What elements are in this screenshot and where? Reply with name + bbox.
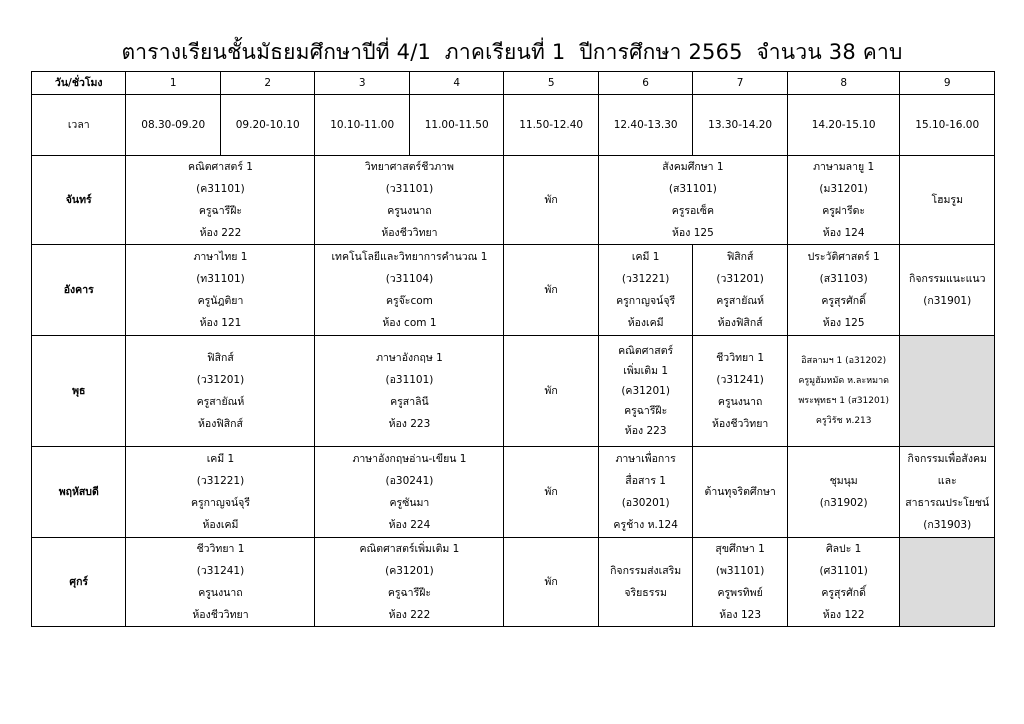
- class-cell: [315, 336, 504, 447]
- cell-line: วิทยาศาสตร์ชีวภาพ: [364, 161, 454, 173]
- class-cell: [900, 156, 995, 245]
- cell-line: (ก31901): [923, 295, 972, 307]
- cell-line: (ม31201): [819, 183, 868, 195]
- cell-line: ครูนัฎติยา: [197, 295, 244, 307]
- class-cell: [126, 156, 315, 245]
- cell-line: ห้อง 224: [388, 519, 431, 531]
- class-cell: [315, 447, 504, 538]
- cell-line: พระพุทธฯ 1 (ส31201): [798, 396, 889, 406]
- cell-line: กิจกรรมเพื่อสังคม: [907, 453, 987, 465]
- cell-line: ครูฉารีฝีะ: [624, 405, 668, 417]
- day-row-thu: [32, 447, 995, 538]
- cell-line: ชีววิทยา 1: [196, 543, 245, 555]
- cell-line: ห้องเคมี: [202, 519, 239, 531]
- cell-line: สุขศึกษา 1: [715, 543, 765, 555]
- class-cell: [693, 538, 787, 627]
- cell-line: ภาษาอังกฤษ 1: [376, 352, 443, 364]
- cell-line: ครูกาญจน์จุรี: [190, 497, 250, 509]
- period-header: 6: [598, 72, 692, 95]
- class-cell: [598, 336, 692, 447]
- class-cell: [787, 336, 900, 447]
- cell-line: (อ31101): [385, 374, 434, 386]
- cell-line: เคมี 1: [206, 453, 235, 465]
- class-cell: [598, 156, 787, 245]
- time-cell: 10.10-11.00: [315, 95, 409, 156]
- cell-line: (ค31201): [621, 385, 670, 397]
- cell-line: (ค31101): [196, 183, 245, 195]
- cell-line: ครูพรทิพย์: [717, 587, 763, 599]
- cell-line: ห้อง 125: [672, 227, 714, 239]
- class-cell: [900, 447, 995, 538]
- cell-line: ศิลปะ 1: [825, 543, 862, 555]
- day-row-wed: [32, 336, 995, 447]
- cell-line: ภาษาอังกฤษอ่าน-เขียน 1: [352, 453, 467, 465]
- period-header: 5: [504, 72, 598, 95]
- class-cell: [126, 245, 315, 336]
- class-cell: [126, 336, 315, 447]
- time-cell: 13.30-14.20: [693, 95, 787, 156]
- cell-line: (ว31221): [621, 273, 670, 285]
- cell-line: ครูสาลินี: [390, 396, 429, 408]
- day-label: พฤหัสบดี: [32, 447, 126, 538]
- cell-line: ครูมูฮัมหมัด ห.ละหมาด: [798, 376, 890, 386]
- cell-line: ห้อง 123: [719, 609, 761, 621]
- break-cell: พัก: [504, 538, 598, 627]
- cell-line: (ศ31101): [819, 565, 868, 577]
- class-cell: [787, 447, 900, 538]
- break-cell: พัก: [504, 447, 598, 538]
- cell-line: โฮมรูม: [931, 194, 963, 206]
- day-label: พุธ: [32, 336, 126, 447]
- time-cell: 12.40-13.30: [598, 95, 692, 156]
- cell-line: ห้องชีววิทยา: [712, 418, 769, 430]
- cell-line: (ว31201): [196, 374, 245, 386]
- cell-line: ห้อง 223: [388, 418, 431, 430]
- cell-line: (ว31101): [385, 183, 434, 195]
- cell-line: ครูนงนาถ: [717, 396, 763, 408]
- cell-line: ครูสุรศักดิ์: [821, 295, 866, 307]
- cell-line: ครูจ๊ะcom: [385, 295, 433, 307]
- break-cell: พัก: [504, 245, 598, 336]
- page-title: ตารางเรียนชั้นมัธยมศึกษาปีที่ 4/1 ภาคเรียนที่ 1 ปีการศึกษา 2565 จำนวน 38 คาบ: [121, 40, 903, 64]
- cell-line: สาธารณประโยชน์: [905, 497, 990, 509]
- class-cell: [787, 156, 900, 245]
- cell-line: ครูสายัณห์: [716, 295, 765, 307]
- day-label: อังคาร: [32, 245, 126, 336]
- class-cell: [693, 336, 787, 447]
- day-label: จันทร์: [32, 156, 126, 245]
- class-cell: [126, 538, 315, 627]
- cell-line: ห้องชีววิทยา: [381, 227, 438, 239]
- class-cell: [900, 245, 995, 336]
- cell-line: ครูวิรัช ห.213: [815, 416, 872, 426]
- cell-line: ฟิสิกส์: [726, 251, 754, 263]
- cell-line: ชุมนุม: [829, 475, 858, 487]
- class-cell: [693, 447, 787, 538]
- cell-line: ครูสุรศักดิ์: [821, 587, 866, 599]
- empty-cell: [900, 538, 995, 627]
- cell-line: ครูนงนาถ: [387, 205, 432, 217]
- cell-line: (ว31241): [716, 374, 764, 386]
- cell-line: ครูกาญจน์จุรี: [616, 295, 676, 307]
- time-cell: 11.00-11.50: [409, 95, 503, 156]
- class-cell: [787, 538, 900, 627]
- cell-line: ภาษาไทย 1: [193, 251, 248, 263]
- cell-line: จริยธรรม: [624, 587, 667, 599]
- cell-line: ครูช้าง ห.124: [613, 519, 678, 531]
- break-cell: พัก: [504, 156, 598, 245]
- day-row-mon: [32, 156, 995, 245]
- day-row-tue: [32, 245, 995, 336]
- cell-line: เคมี 1: [631, 251, 660, 263]
- cell-line: คณิตศาสตร์เพิ่มเติม 1: [359, 543, 460, 555]
- cell-line: ห้อง com 1: [382, 317, 437, 329]
- day-row-fri: [32, 538, 995, 627]
- cell-line: ประวัติศาสตร์ 1: [807, 251, 880, 263]
- period-header: 7: [693, 72, 787, 95]
- cell-line: ห้อง 125: [822, 317, 865, 329]
- corner-cell: วัน/ชั่วโมง: [32, 72, 126, 95]
- cell-line: ห้อง 222: [388, 609, 431, 621]
- time-cell: 08.30-09.20: [126, 95, 220, 156]
- cell-line: (ว31201): [716, 273, 764, 285]
- header-row: [32, 72, 995, 95]
- cell-line: ห้อง 124: [822, 227, 865, 239]
- cell-line: คณิตศาสตร์ 1: [187, 161, 253, 173]
- cell-line: (ว31104): [385, 273, 434, 285]
- cell-line: ครูซันมา: [389, 497, 430, 509]
- cell-line: เพิ่มเติม 1: [623, 365, 669, 377]
- class-cell: [598, 538, 692, 627]
- cell-line: (ส31103): [819, 273, 868, 285]
- cell-line: (ท31101): [196, 273, 245, 285]
- cell-line: (อ30201): [621, 497, 670, 509]
- cell-line: (ว31241): [196, 565, 245, 577]
- class-cell: [315, 538, 504, 627]
- cell-line: ห้อง 122: [822, 609, 865, 621]
- cell-line: สังคมศึกษา 1: [662, 161, 724, 173]
- cell-line: อิสลามฯ 1 (อ31202): [801, 356, 887, 366]
- empty-cell: [900, 336, 995, 447]
- cell-line: ห้อง 121: [199, 317, 242, 329]
- cell-line: ภาษาเพื่อการ: [615, 453, 676, 465]
- cell-line: (ค31201): [385, 565, 434, 577]
- cell-line: ครูนงนาถ: [198, 587, 243, 599]
- cell-line: ชีววิทยา 1: [716, 352, 765, 364]
- cell-line: คณิตศาสตร์: [618, 345, 674, 357]
- class-cell: [787, 245, 900, 336]
- cell-line: ห้องชีววิทยา: [192, 609, 249, 621]
- class-cell: [315, 245, 504, 336]
- cell-line: ครูรอเซ็ค: [671, 205, 715, 217]
- period-header: 4: [409, 72, 503, 95]
- cell-line: ห้องฟิสิกส์: [197, 418, 243, 430]
- time-cell: 09.20-10.10: [220, 95, 314, 156]
- cell-line: (ก31902): [819, 497, 868, 509]
- cell-line: สื่อสาร 1: [625, 475, 666, 487]
- cell-line: (อ30241): [385, 475, 434, 487]
- cell-line: ห้องเคมี: [627, 317, 664, 329]
- cell-line: เทคโนโลยีและวิทยาการคำนวณ 1: [331, 251, 488, 263]
- break-cell: พัก: [504, 336, 598, 447]
- cell-line: ครูฝารีดะ: [822, 205, 866, 217]
- period-header: 1: [126, 72, 220, 95]
- class-cell: [598, 447, 692, 538]
- timetable: [31, 71, 995, 627]
- cell-line: ภาษามลายู 1: [813, 161, 875, 173]
- period-header: 8: [787, 72, 900, 95]
- cell-line: (ก31903): [923, 519, 972, 531]
- time-cell: 14.20-15.10: [787, 95, 900, 156]
- time-cell: 15.10-16.00: [900, 95, 995, 156]
- time-cell: 11.50-12.40: [504, 95, 598, 156]
- cell-line: ห้องฟิสิกส์: [717, 317, 763, 329]
- cell-line: ฟิสิกส์: [207, 352, 234, 364]
- cell-line: (พ31101): [715, 565, 765, 577]
- time-label: เวลา: [32, 95, 126, 156]
- class-cell: [598, 245, 692, 336]
- cell-line: ครูฉารีฝีะ: [198, 205, 243, 217]
- period-header: 9: [900, 72, 995, 95]
- cell-line: (ว31221): [196, 475, 245, 487]
- day-label: ศุกร์: [32, 538, 126, 627]
- class-cell: [315, 156, 504, 245]
- cell-line: กิจกรรมส่งเสริม: [610, 565, 682, 577]
- period-header: 3: [315, 72, 409, 95]
- cell-line: ต้านทุจริตศึกษา: [704, 486, 776, 498]
- class-cell: [126, 447, 315, 538]
- cell-line: ห้อง 222: [199, 227, 242, 239]
- cell-line: และ: [937, 475, 957, 487]
- cell-line: ห้อง 223: [624, 425, 667, 437]
- cell-line: ครูสายัณห์: [196, 396, 245, 408]
- cell-line: ครูฉารีฝีะ: [387, 587, 432, 599]
- period-header: 2: [220, 72, 314, 95]
- time-row: [32, 95, 995, 156]
- cell-line: กิจกรรมแนะแนว: [908, 273, 986, 285]
- class-cell: [693, 245, 787, 336]
- cell-line: (ส31101): [668, 183, 717, 195]
